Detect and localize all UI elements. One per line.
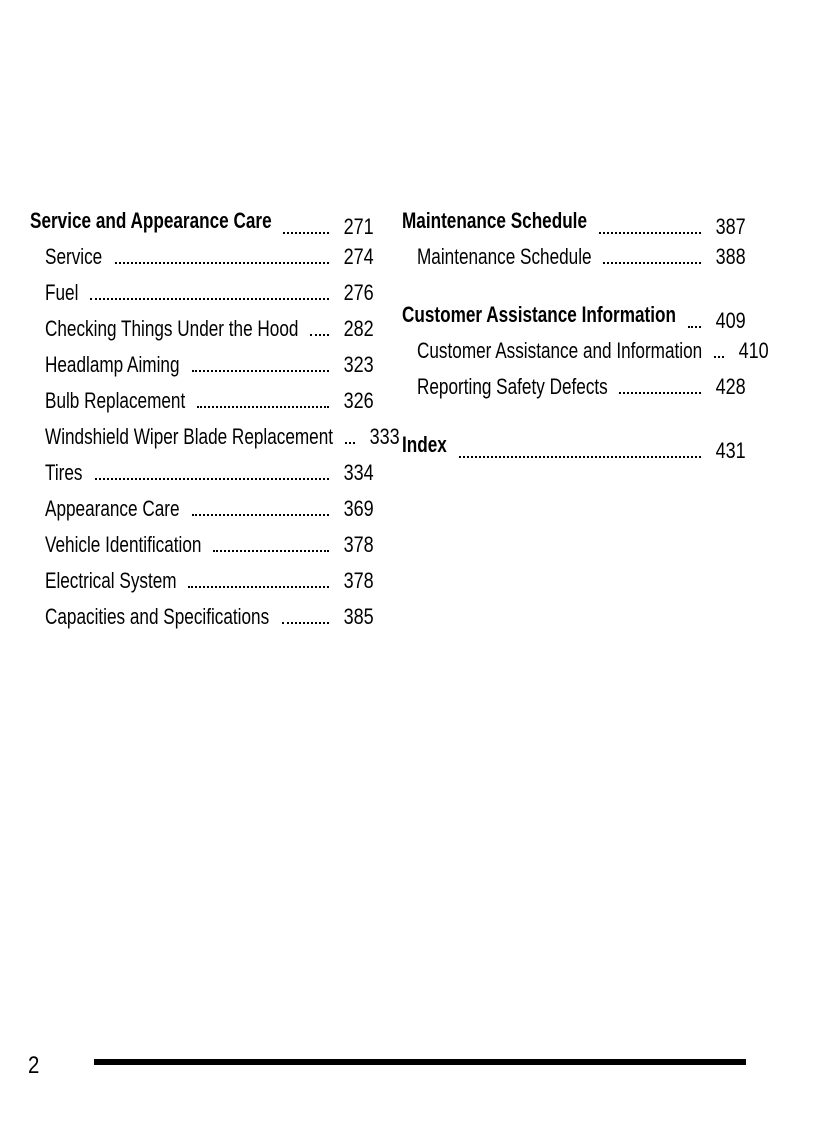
toc-title: Windshield Wiper Blade Replacement <box>45 424 334 449</box>
dot-leader <box>213 550 329 552</box>
toc-entry-bulb-replacement[interactable] <box>30 376 374 412</box>
dot-leader <box>345 442 355 444</box>
toc-entry-headlamp-aiming[interactable] <box>30 340 374 376</box>
toc-page-number: 369 <box>343 496 374 521</box>
toc-page-number: 428 <box>715 374 746 399</box>
toc-title: Maintenance Schedule <box>417 244 592 269</box>
toc-heading-index[interactable] <box>402 420 746 463</box>
toc-title: Maintenance Schedule <box>402 208 588 233</box>
dot-leader <box>188 586 329 588</box>
toc-title: Checking Things Under the Hood <box>45 316 299 341</box>
dot-leader <box>599 232 701 234</box>
toc-title: Appearance Care <box>45 496 180 521</box>
toc-entry-electrical-system[interactable] <box>30 556 374 592</box>
toc-title: Headlamp Aiming <box>45 352 180 377</box>
toc-title: Service <box>45 244 103 269</box>
dot-leader <box>459 456 701 458</box>
toc-page-number: 431 <box>715 438 746 463</box>
section-gap <box>402 268 746 290</box>
dot-leader <box>603 262 701 264</box>
dot-leader <box>192 514 329 516</box>
toc-page-number: 271 <box>343 214 374 239</box>
dot-leader <box>115 262 330 264</box>
toc-page-number: 388 <box>715 244 746 269</box>
toc-entry-capacities-specifications[interactable] <box>30 592 374 628</box>
toc-heading-service-appearance-care[interactable] <box>30 196 374 239</box>
toc-title: Fuel <box>45 280 79 305</box>
dot-leader <box>90 298 329 300</box>
dot-leader <box>282 622 330 624</box>
toc-title: Index <box>402 432 447 457</box>
toc-title: Capacities and Specifications <box>45 604 270 629</box>
toc-heading-customer-assistance[interactable] <box>402 290 746 333</box>
footer-rule <box>94 1059 746 1065</box>
toc-page-number: 276 <box>343 280 374 305</box>
toc-title: Customer Assistance and Information <box>417 338 703 363</box>
toc-page-number: 326 <box>343 388 374 413</box>
dot-leader <box>283 232 329 234</box>
toc-title: Service and Appearance Care <box>30 208 272 233</box>
toc-page-number: 387 <box>715 214 746 239</box>
toc-title: Bulb Replacement <box>45 388 186 413</box>
toc-entry-service[interactable] <box>30 232 374 268</box>
toc-entry-fuel[interactable] <box>30 268 374 304</box>
toc-page-number: 409 <box>715 308 746 333</box>
toc-heading-maintenance-schedule[interactable] <box>402 196 746 239</box>
toc-right-column <box>402 196 769 463</box>
toc-page-number: 333 <box>369 424 401 449</box>
toc-page-number: 334 <box>343 460 374 485</box>
page-number: 2 <box>28 1052 40 1079</box>
dot-leader <box>310 334 329 336</box>
toc-entry-tires[interactable] <box>30 448 374 484</box>
dot-leader <box>714 356 724 358</box>
toc-title: Customer Assistance Information <box>402 302 676 327</box>
toc-entry-vehicle-identification[interactable] <box>30 520 374 556</box>
dot-leader <box>95 478 330 480</box>
toc-entry-reporting-safety-defects[interactable] <box>402 362 746 398</box>
toc-page-number: 385 <box>343 604 374 629</box>
toc-page-number: 274 <box>343 244 374 269</box>
toc-page-number: 323 <box>343 352 374 377</box>
dot-leader <box>688 326 701 328</box>
toc-entry-maintenance-schedule[interactable] <box>402 232 746 268</box>
dot-leader <box>192 370 329 372</box>
toc-left-column <box>30 196 401 629</box>
toc-page-number: 378 <box>343 532 374 557</box>
dot-leader <box>619 392 701 394</box>
toc-page-number: 410 <box>738 338 769 363</box>
toc-entry-appearance-care[interactable] <box>30 484 374 520</box>
toc-page-number: 282 <box>343 316 374 341</box>
toc-title: Vehicle Identification <box>45 532 202 557</box>
toc-entry-wiper-blade-replacement[interactable] <box>30 412 401 449</box>
toc-entry-customer-assistance-info[interactable] <box>402 326 769 363</box>
section-gap <box>402 398 746 420</box>
toc-title: Electrical System <box>45 568 177 593</box>
toc-title: Tires <box>45 460 83 485</box>
toc-title: Reporting Safety Defects <box>417 374 608 399</box>
toc-page-number: 378 <box>343 568 374 593</box>
dot-leader <box>197 406 329 408</box>
toc-entry-checking-under-hood[interactable] <box>30 304 374 340</box>
